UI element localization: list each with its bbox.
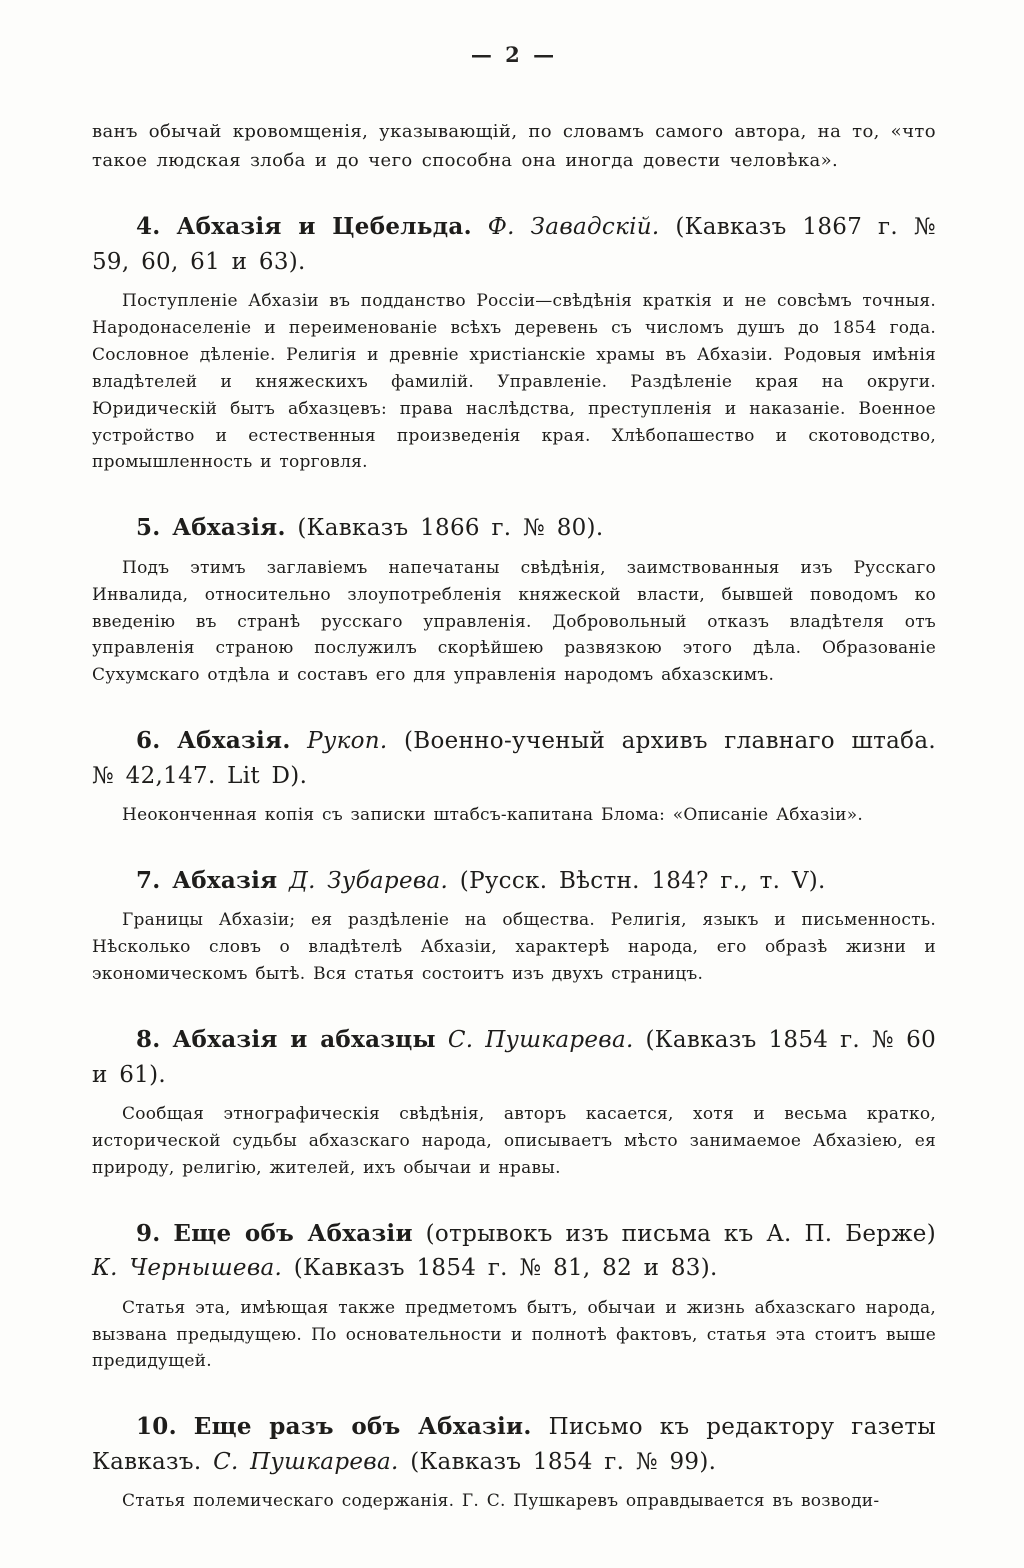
entry-heading [92, 1217, 936, 1286]
bibliography-entry [92, 1217, 936, 1376]
entry-author: Д. Зубарева. [289, 867, 449, 894]
entry-annotation: Подъ этимъ заглавіемъ напечатаны свѣдѣнія, заимствованныя изъ Русскаго Инвалида, относительно злоупотребленія княжеской власти, бывшей поводомъ ко введенію въ странѣ русскаго управленія. Добровольный отказъ владѣтеля отъ управленія страною послужилъ скорѣйшею развязкою этого дѣла. Образованіе Сухумскаго отдѣла и составъ его для управленія народомъ абхазскимъ. [92, 557, 936, 686]
entry-subtitle: (отрывокъ изъ письма къ А. П. Берже) [425, 1220, 936, 1247]
entry-annotation: Неоконченная копія съ записки штабсъ-капитана Блома: «Описаніе Абхазіи». [122, 805, 864, 826]
entry-heading [92, 864, 936, 899]
entry-number: 6. [136, 727, 161, 755]
entry-number: 10. [136, 1413, 177, 1441]
entry-title: Абхазія и Цебельда. [176, 213, 472, 241]
entry-title: Абхазія и абхазцы [172, 1026, 436, 1054]
entry-annotation: Поступленіе Абхазіи въ подданство Россіи—свѣдѣнія краткія и не совсѣмъ точныя. Народонаселеніе и переименованіе всѣхъ деревень съ числомъ душъ до 1854 года. Сословное дѣленіе. Религія и древніе христіанскіе храмы въ Абхазіи. Родовыя имѣнія владѣтелей и княжескихъ фамилій. Управленіе. Раздѣленіе края на округи. Юридическій бытъ абхазцевъ: права наслѣдства, преступленія и наказаніе. Военное устройство и естественныя произведенія края. Хлѣбопашество и скотоводство, промышленность и торговля. [92, 291, 936, 473]
entry-source: (Военно-ученый архивъ главнаго штаба. № 42,147. Lit D). [92, 728, 936, 789]
entry-number: 8. [136, 1026, 161, 1054]
bibliography-entry [92, 210, 936, 476]
bibliography-entry [92, 511, 936, 689]
entry-title: Абхазія [172, 866, 278, 894]
page-number: — 2 — [470, 42, 558, 67]
entry-heading [92, 210, 936, 279]
entry-number: 9. [136, 1219, 161, 1247]
entry-annotation: Сообщая этнографическія свѣдѣнія, авторъ касается, хотя и весьма кратко, исторической судьбы абхазскаго народа, описываетъ мѣсто занимаемое Абхазіею, ея природу, религію, жителей, ихъ обычаи и нравы. [92, 1104, 936, 1178]
entry-title: Еще разъ объ Абхазіи. [193, 1413, 532, 1441]
entry-source: (Кавказъ 1867 г. № 59, 60, 61 и 63). [92, 214, 936, 275]
entry-author: Ф. Завадскій. [487, 214, 660, 241]
entry-title: Абхазія. [177, 727, 291, 755]
entry-title: Абхазія. [172, 514, 286, 542]
entry-heading [92, 511, 936, 546]
bibliography-entry [92, 864, 936, 988]
entry-number: 5. [136, 514, 161, 542]
entry-heading [92, 1410, 936, 1479]
entry-source: (Русск. Вѣстн. 184? г., т. V). [459, 867, 826, 894]
entry-title: Еще объ Абхазіи [173, 1219, 413, 1247]
bibliography-entry [92, 1023, 936, 1182]
entry-source: (Кавказъ 1854 г. № 60 и 61). [92, 1027, 937, 1088]
entry-source: (Кавказъ 1854 г. № 81, 82 и 83). [293, 1255, 718, 1282]
intro-paragraph: ванъ обычай кровомщенія, указывающій, по словамъ самого автора, на то, «что такое людская злоба и до чего способна она иногда довести человѣка». [92, 121, 936, 172]
entry-source: (Кавказъ 1854 г. № 99). [410, 1448, 717, 1475]
bibliography-entries-list [92, 210, 936, 1515]
entry-heading [92, 724, 936, 793]
entry-author: Рукоп. [307, 728, 388, 755]
entry-number: 4. [136, 213, 161, 241]
entry-author: С. Пушкарева. [447, 1027, 634, 1054]
entry-annotation: Границы Абхазіи; ея раздѣленіе на общества. Религія, языкъ и письменность. Нѣсколько словъ о владѣтелѣ Абхазіи, характерѣ народа, его образѣ жизни и экономическомъ бытѣ. Вся статья состоитъ изъ двухъ страницъ. [92, 910, 936, 985]
bibliography-entry [92, 1410, 936, 1515]
entry-author: С. Пушкарева. [213, 1448, 399, 1475]
entry-number: 7. [136, 866, 161, 894]
entry-annotation: Статья полемическаго содержанія. Г. С. Пушкаревъ оправдывается въ возводи- [122, 1491, 880, 1512]
entry-source: (Кавказъ 1866 г. № 80). [297, 515, 604, 542]
entry-annotation: Статья эта, имѣющая также предметомъ бытъ, обычаи и жизнь абхазскаго народа, вызвана предыдущею. По основательности и полнотѣ фактовъ, статья эта стоитъ выше предидущей. [92, 1297, 936, 1372]
entry-author: К. Чернышева. [92, 1255, 283, 1282]
entry-subtitle: Письмо къ редактору газеты Кавказъ. [92, 1414, 936, 1475]
bibliography-entry [92, 724, 936, 829]
entry-heading [92, 1023, 936, 1092]
